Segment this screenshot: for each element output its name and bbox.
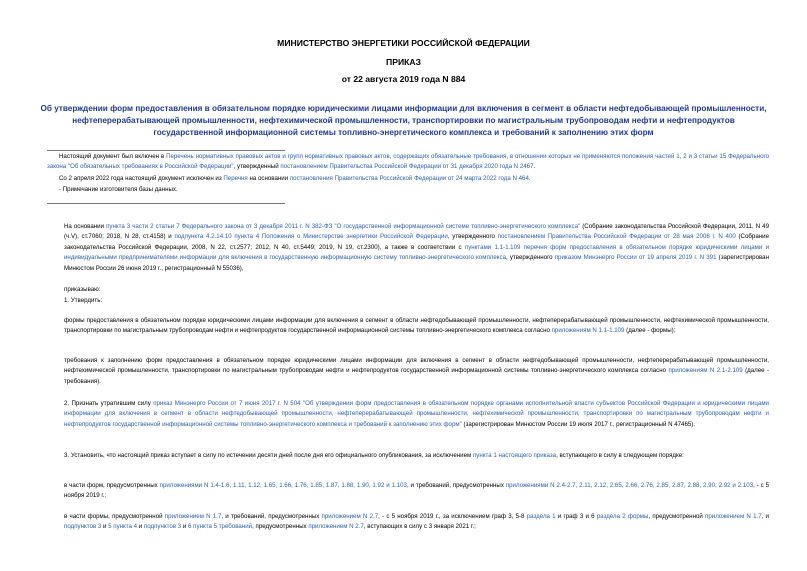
- body-text: , и требований, предусмотренных: [221, 513, 322, 520]
- paragraph-effective: [64, 451, 769, 472]
- link-podpunkty-3-a[interactable]: подпунктов 3: [64, 523, 102, 531]
- note-text: Со 2 апреля 2022 года настоящий документ исключен из: [59, 175, 224, 182]
- note-exclusion: [47, 174, 769, 185]
- body-text: , и требований, предусмотренных: [406, 482, 506, 489]
- link-punkty-perechnya[interactable]: пунктами 1.1-1.109 перечня форм предоставления в обязательном порядке юридическими лицами и индивидуальными предпринимателями информации для включения в государственную информационную систему топливно-энергетического комплекса: [64, 243, 769, 262]
- link-punkt-4[interactable]: 5 пункта 4: [108, 523, 138, 531]
- body-text: в части форм, предусмотренных: [64, 482, 160, 489]
- body-text: в части формы, предусмотренной: [64, 513, 165, 520]
- body-text: , утвержденного: [447, 233, 498, 241]
- paragraph-requirements: [64, 356, 769, 388]
- link-prilozhenie-2-7-b[interactable]: приложением N 2.7: [308, 523, 364, 531]
- link-punkt-5[interactable]: 6 пункта 5: [188, 523, 217, 531]
- link-polozhenie[interactable]: подпункта 4.2.14.10 пункта 4 Положения о Министерстве энергетики Российской Федерации: [174, 233, 448, 241]
- note-link-postanovlenie-464[interactable]: постановления Правительства Российской Федерации от 24 марта 2022 года N 464: [289, 175, 529, 182]
- body-text: , и: [761, 513, 769, 520]
- title-prefix: Об утверждении: [40, 104, 111, 113]
- link-prilozhenie-2-7[interactable]: приложением N 2.7: [321, 513, 379, 520]
- note-link-perechen[interactable]: Перечень нормативных правовых актов и групп нормативных правовых актов, содержащих обязательные требования, в отношении которых не применяются положения частей 1, 2 и 3 статьи 15 Федерального закона "Об обязательных требованиях в Российской Федерации": [47, 153, 769, 171]
- body-text: и: [181, 523, 189, 531]
- link-prilozheniya-2-list[interactable]: приложениями N 2.4-2.7, 2.11, 2.12, 2.65, 2.66, 2.76, 2.85, 2.87, 2.88, 2.90, 2.92 и 2.103: [505, 482, 754, 489]
- link-razdel-1[interactable]: раздела 1: [526, 513, 556, 520]
- document-title: [40, 103, 767, 139]
- link-fz-382[interactable]: пункта 3 части 2 статьи 7 Федерального закона от 3 декабря 2011 г. N 382-ФЗ "О государственной информационной системе топливно-энергетического комплекса": [106, 223, 581, 230]
- preamble-paragraph: [64, 222, 769, 274]
- body-text: и: [137, 523, 144, 531]
- link-formy[interactable]: формы: [627, 513, 649, 520]
- item-1-approve: 1. Утвердить:: [64, 297, 103, 304]
- paragraph-repeal: [64, 399, 769, 441]
- note-text: .: [528, 175, 531, 182]
- link-prilozhenie-1-7-b[interactable]: приложением N 1.7: [705, 513, 762, 520]
- body-text: , вступающих в силу с 3 января 2021 г.;: [363, 523, 476, 531]
- body-text: требования к заполнению форм предоставления в обязательном порядке юридическими лицами информации для включения в сегмент в области нефтедобывающей промышленности, нефтеперерабатывающей промышленности, нефтехимической промышленности, транспортировки по магистральным трубопроводам нефти и нефтепродуктов государственной информационной системы топливно-энергетического комплекса согласно: [64, 357, 769, 375]
- ministry-heading: МИНИСТЕРСТВО ЭНЕРГЕТИКИ РОССИЙСКОЙ ФЕДЕРАЦИИ: [277, 38, 530, 48]
- body-text: (Собрание законодательства Российской Федерации, 2008, N 22, ст.2577; 2012, N 40, ст.5449; 2019, N 19, ст.2300), а также в соответствии с: [64, 233, 769, 251]
- note-text: на основании: [247, 175, 290, 182]
- body-text: 3. Установить, что настоящий приказ вступает в силу по истечении десяти дней после дня его официального опубликования, за исключением: [64, 452, 473, 459]
- link-prilozheniya-1-list[interactable]: приложениями N 1.4-1.6, 1.11, 1.12, 1.65, 1.66, 1.76, 1.85, 1.87, 1.88, 1.90, 1.92 и 1.103: [159, 482, 407, 489]
- body-text: (зарегистрирован Минюстом России 19 июля 2017 г., регистрационный N 47465).: [461, 420, 696, 428]
- body-text: и граф 3 и 6: [555, 513, 597, 520]
- link-prikaz-504[interactable]: приказ Минэнерго России от 7 июня 2017 г. N 504 "Об утверждении форм предоставления в обязательном порядке органами исполнительной власти субъектов Российской Федерации и юридическими лицами информации для включения в сегмент в области нефтедобывающей промышленности, нефтеперерабатывающей промышленности, нефтехимической промышленности, транспортировки по магистральным трубопроводам нефти и нефтепродуктов государственной информационной системы топливно-энергетического комплекса и требований к заполнению этих форм": [64, 400, 769, 428]
- body-text: , утвержденного: [506, 254, 555, 262]
- body-text: (зарегистрирован Минюстом России 26 июня 2019 г., регистрационный N 55036),: [64, 254, 769, 272]
- prikazyvayu: приказываю:: [64, 286, 101, 293]
- notes-top-divider: [47, 150, 285, 151]
- note-inclusion: [47, 152, 769, 173]
- link-punkt-1[interactable]: пункта 1 настоящего приказа: [472, 452, 557, 459]
- paragraph-forms: [64, 316, 769, 348]
- note-link-perechnya[interactable]: Перечня: [223, 175, 248, 182]
- link-prikaz-391[interactable]: приказом Минэнерго России от 19 апреля 2019 г. N 391: [554, 254, 717, 262]
- body-text: На основании: [64, 223, 107, 230]
- link-prilozhenie-1-7[interactable]: приложением N 1.7: [164, 513, 222, 520]
- body-text: формы предоставления в обязательном порядке юридическими лицами информации для включения в сегмент в области нефтедобывающей промышленности, нефтеперерабатывающей промышленности, нефтехимической промышленности, транспортировки по магистральным трубопроводам нефти и нефтепродуктов государственной информационной системы топливно-энергетического комплекса согласно: [64, 317, 769, 335]
- doc-date-number: от 22 августа 2019 года N 884: [341, 74, 466, 84]
- link-razdel-2[interactable]: раздела 2: [596, 513, 626, 520]
- body-text: (далее - требования).: [64, 367, 769, 385]
- link-trebovaniy[interactable]: требований: [218, 523, 253, 531]
- note-link-postanovlenie-2467[interactable]: постановлением Правительства Российской Федерации от 31 декабря 2020 года N 2467: [280, 163, 534, 171]
- body-text: 2. Признать утратившим силу: [64, 400, 154, 407]
- link-postanovlenie-400[interactable]: постановлением Правительства Российской Федерации от 28 мая 2008 г. N 400: [497, 233, 736, 241]
- body-text: , предусмотренной: [648, 513, 706, 520]
- link-prilozheniya-1[interactable]: приложениям N 1.1-1.109: [551, 327, 625, 335]
- note-text: .: [533, 163, 536, 171]
- note-text: Настоящий документ был включен в: [59, 153, 167, 160]
- link-prilozheniya-2[interactable]: приложениям N 2.1-2.109: [668, 367, 743, 375]
- note-text: , утвержденный: [233, 163, 281, 171]
- paragraph-effective-forms: [64, 481, 769, 502]
- body-text: , - с 5 ноября 2019 г.;: [64, 482, 769, 500]
- doc-type-heading: ПРИКАЗ: [386, 57, 421, 67]
- body-text: , вступающего в силу в следующем порядке:: [556, 452, 684, 459]
- title-link[interactable]: форм предоставления в обязательном порядке юридическими лицами информации для включения в сегмент в области нефтедобывающей промышленности, нефтеперерабатывающей промышленности, нефтехимической промышленности, транспортировки по магистральным трубопроводам нефти и нефтепродуктов государственной информационной системы топливно-энергетического комплекса и требований к заполнению этих форм: [72, 104, 767, 137]
- paragraph-effective-form-1-7: [64, 512, 769, 533]
- body-text: , - с 5 ноября 2019 г., за исключением граф 3, 5-8: [378, 513, 527, 520]
- body-text: (далее - формы);: [624, 327, 676, 335]
- body-text: (Собрание законодательства Российской Федерации, 2011, N 49 (ч.V), ст.7060; 2018, N 28, ст.4158) и: [64, 223, 769, 241]
- body-text: , предусмотренных: [252, 523, 309, 531]
- notes-bottom-divider: [47, 203, 285, 204]
- body-text: и: [101, 523, 109, 531]
- link-podpunkty-3-b[interactable]: подпунктов 3: [143, 523, 182, 531]
- note-db-comment: - Примечание изготовителя базы данных.: [59, 186, 178, 193]
